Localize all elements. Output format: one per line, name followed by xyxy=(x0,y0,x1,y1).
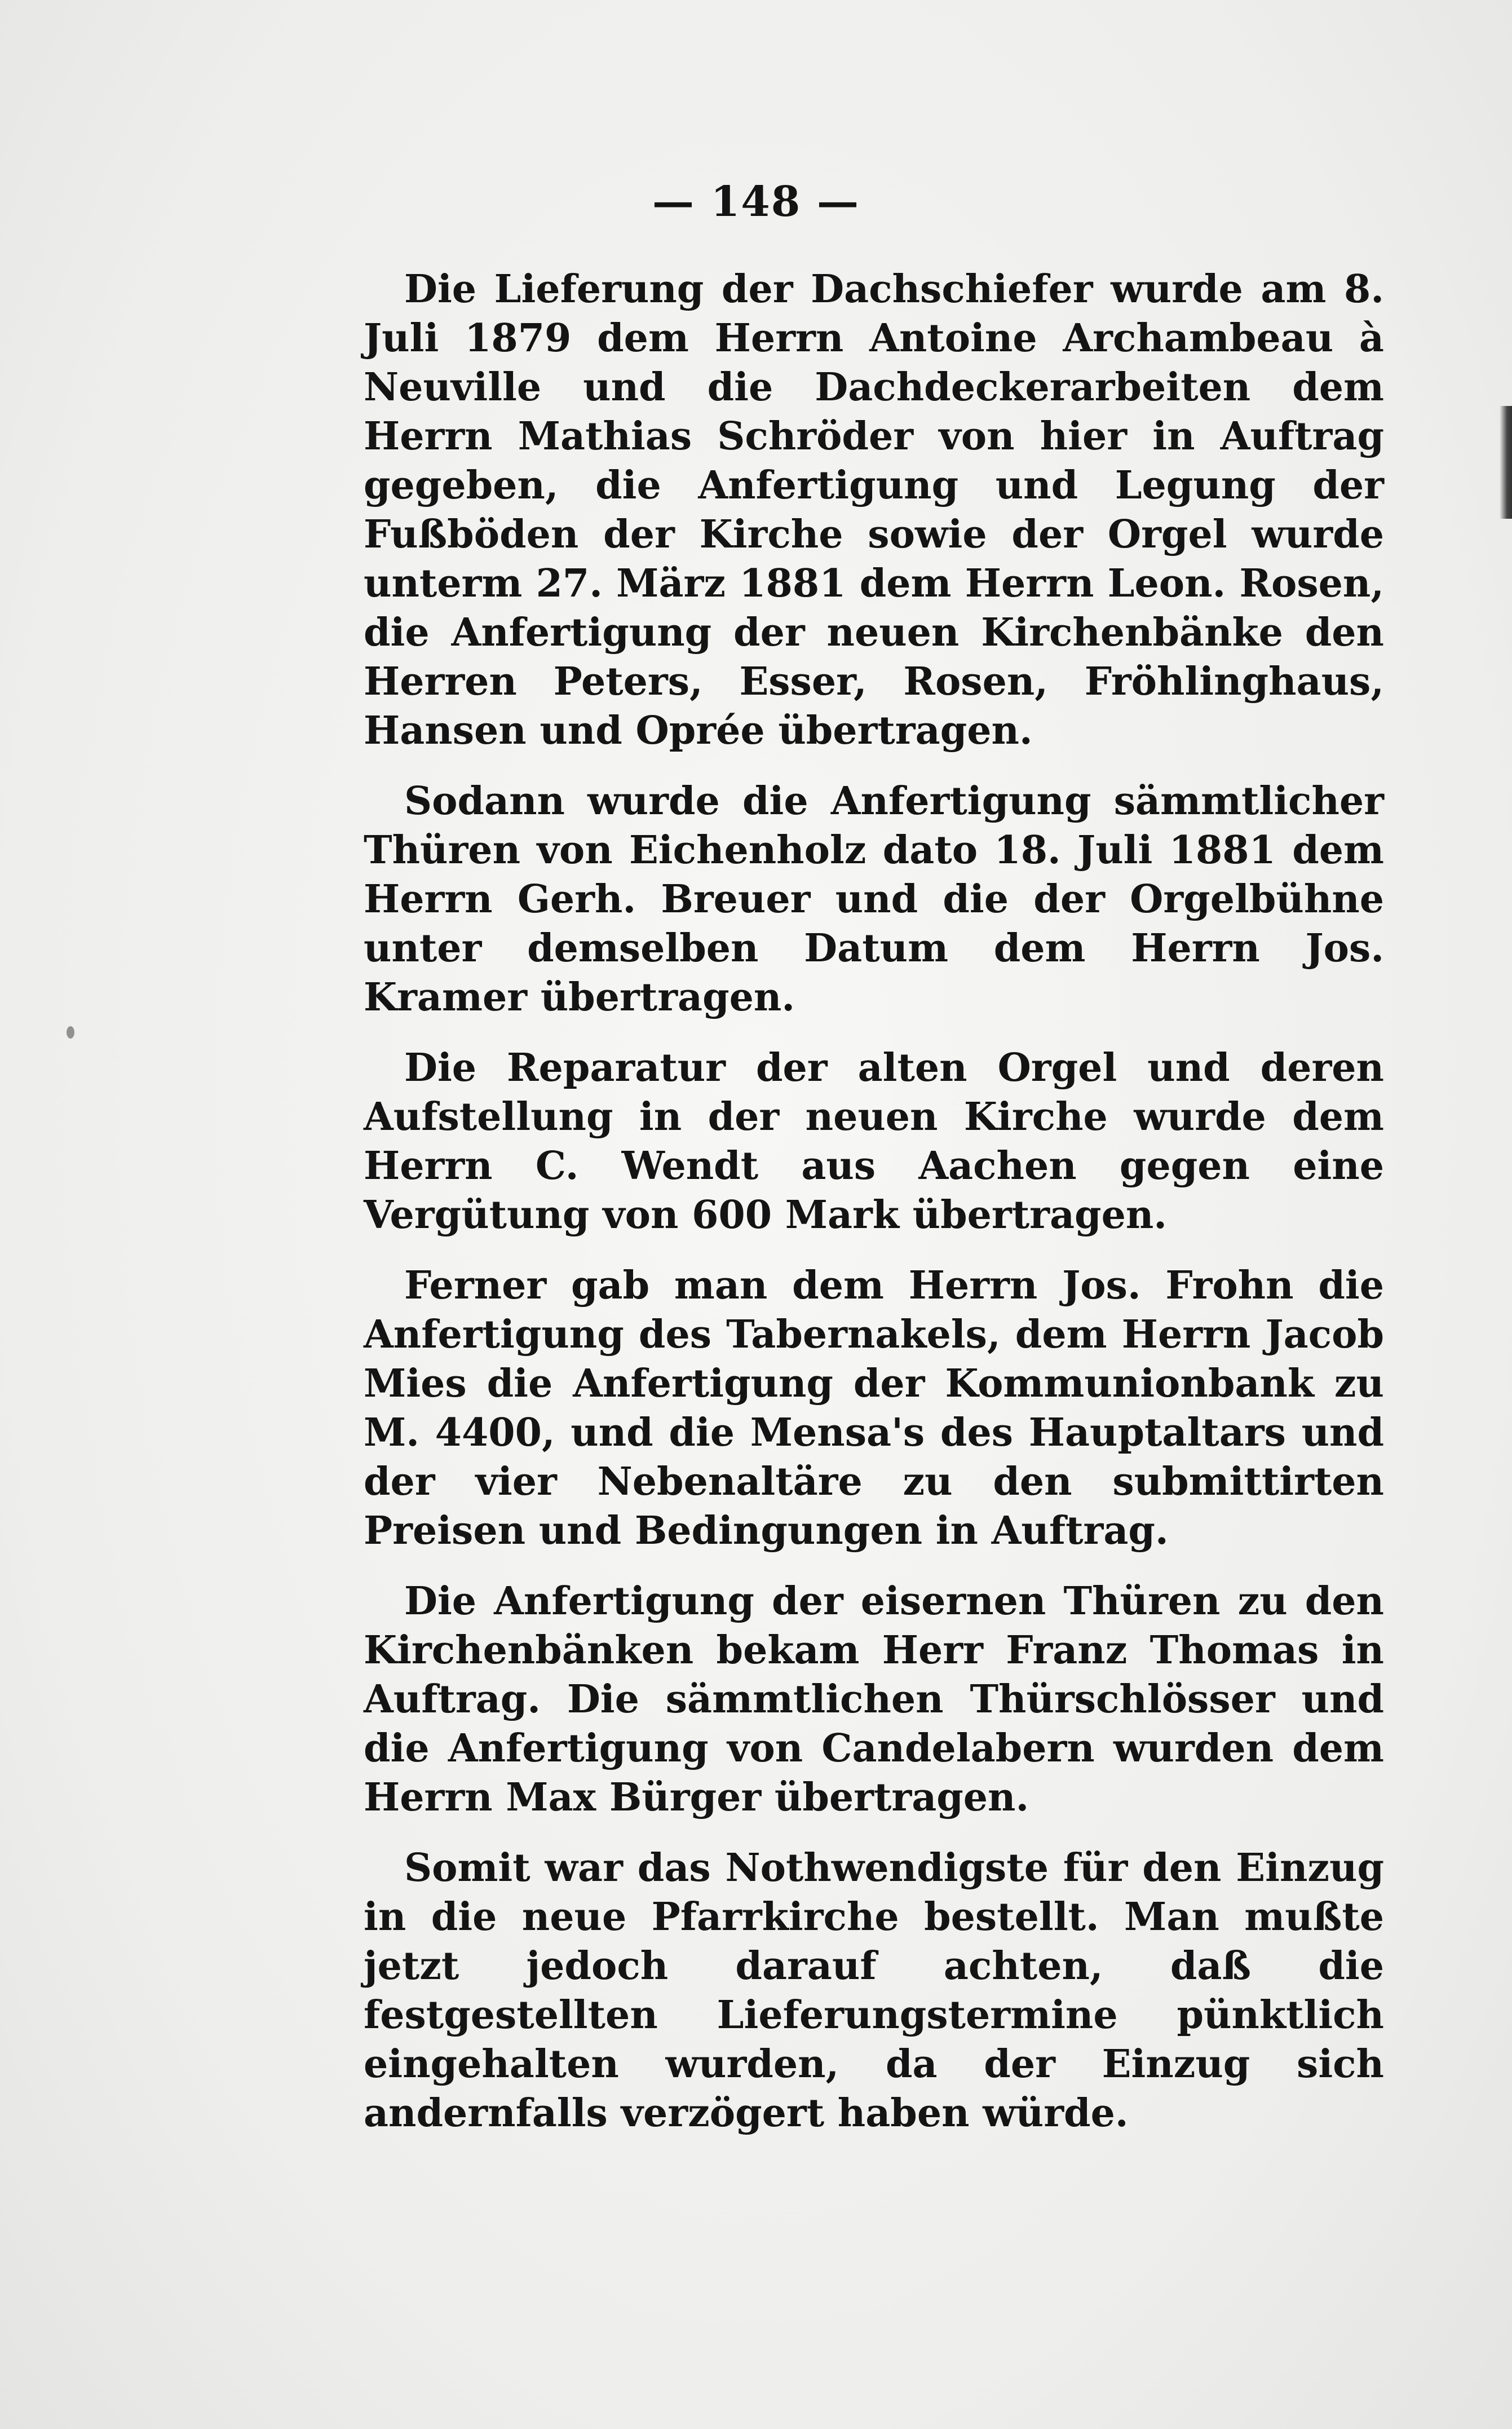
body-text xyxy=(364,265,1384,2159)
paragraph-roofing: Die Lieferung der Dachschiefer wurde am 8. Juli 1879 dem Herrn Antoine Archambeau à Neuville und die Dachdeckerarbeiten dem Herrn Mathias Schröder von hier in Auftrag gegeben, die Anfertigung und Legung der Fußböden der Kirche sowie der Orgel wurde unterm 27. März 1881 dem Herrn Leon. Rosen, die Anfertigung der neuen Kirchenbänke den Herren Peters, Esser, Rosen, Fröhlinghaus, Hansen und Oprée übertragen. xyxy=(364,267,1384,753)
paragraph-doors: Sodann wurde die Anfertigung sämmtlicher Thüren von Eichenholz dato 18. Juli 1881 dem Herrn Gerh. Breuer und die der Orgelbühne unter demselben Datum dem Herrn Jos. Kramer übertragen. xyxy=(364,779,1384,1020)
paper-speck xyxy=(67,1026,74,1039)
paragraph-conclusion: Somit war das Nothwendigste für den Einzug in die neue Pfarrkirche bestellt. Man mußte jetzt jedoch darauf achten, daß die festgestellten Lieferungstermine pünktlich eingehalten wurden, da der Einzug sich andernfalls verzögert haben würde. xyxy=(364,1845,1384,2136)
paragraph-iron-doors: Die Anfertigung der eisernen Thüren zu den Kirchenbänken bekam Herr Franz Thomas in Auftrag. Die sämmtlichen Thürschlösser und die Anfertigung von Candelabern wurden dem Herrn Max Bürger übertragen. xyxy=(364,1579,1384,1820)
page-edge-shadow xyxy=(1500,406,1512,519)
page-number: — 148 — xyxy=(652,178,860,226)
paragraph-organ: Die Reparatur der alten Orgel und deren Aufstellung in der neuen Kirche wurde dem Herrn C. Wendt aus Aachen gegen eine Vergütung von 600 Mark übertragen. xyxy=(364,1045,1384,1238)
paragraph-altars: Ferner gab man dem Herrn Jos. Frohn die Anfertigung des Tabernakels, dem Herrn Jacob Mies die Anfertigung der Kommunionbank zu M. 4400, und die Mensa's des Hauptaltars und der vier Nebenaltäre zu den submittirten Preisen und Bedingungen in Auftrag. xyxy=(364,1263,1384,1553)
